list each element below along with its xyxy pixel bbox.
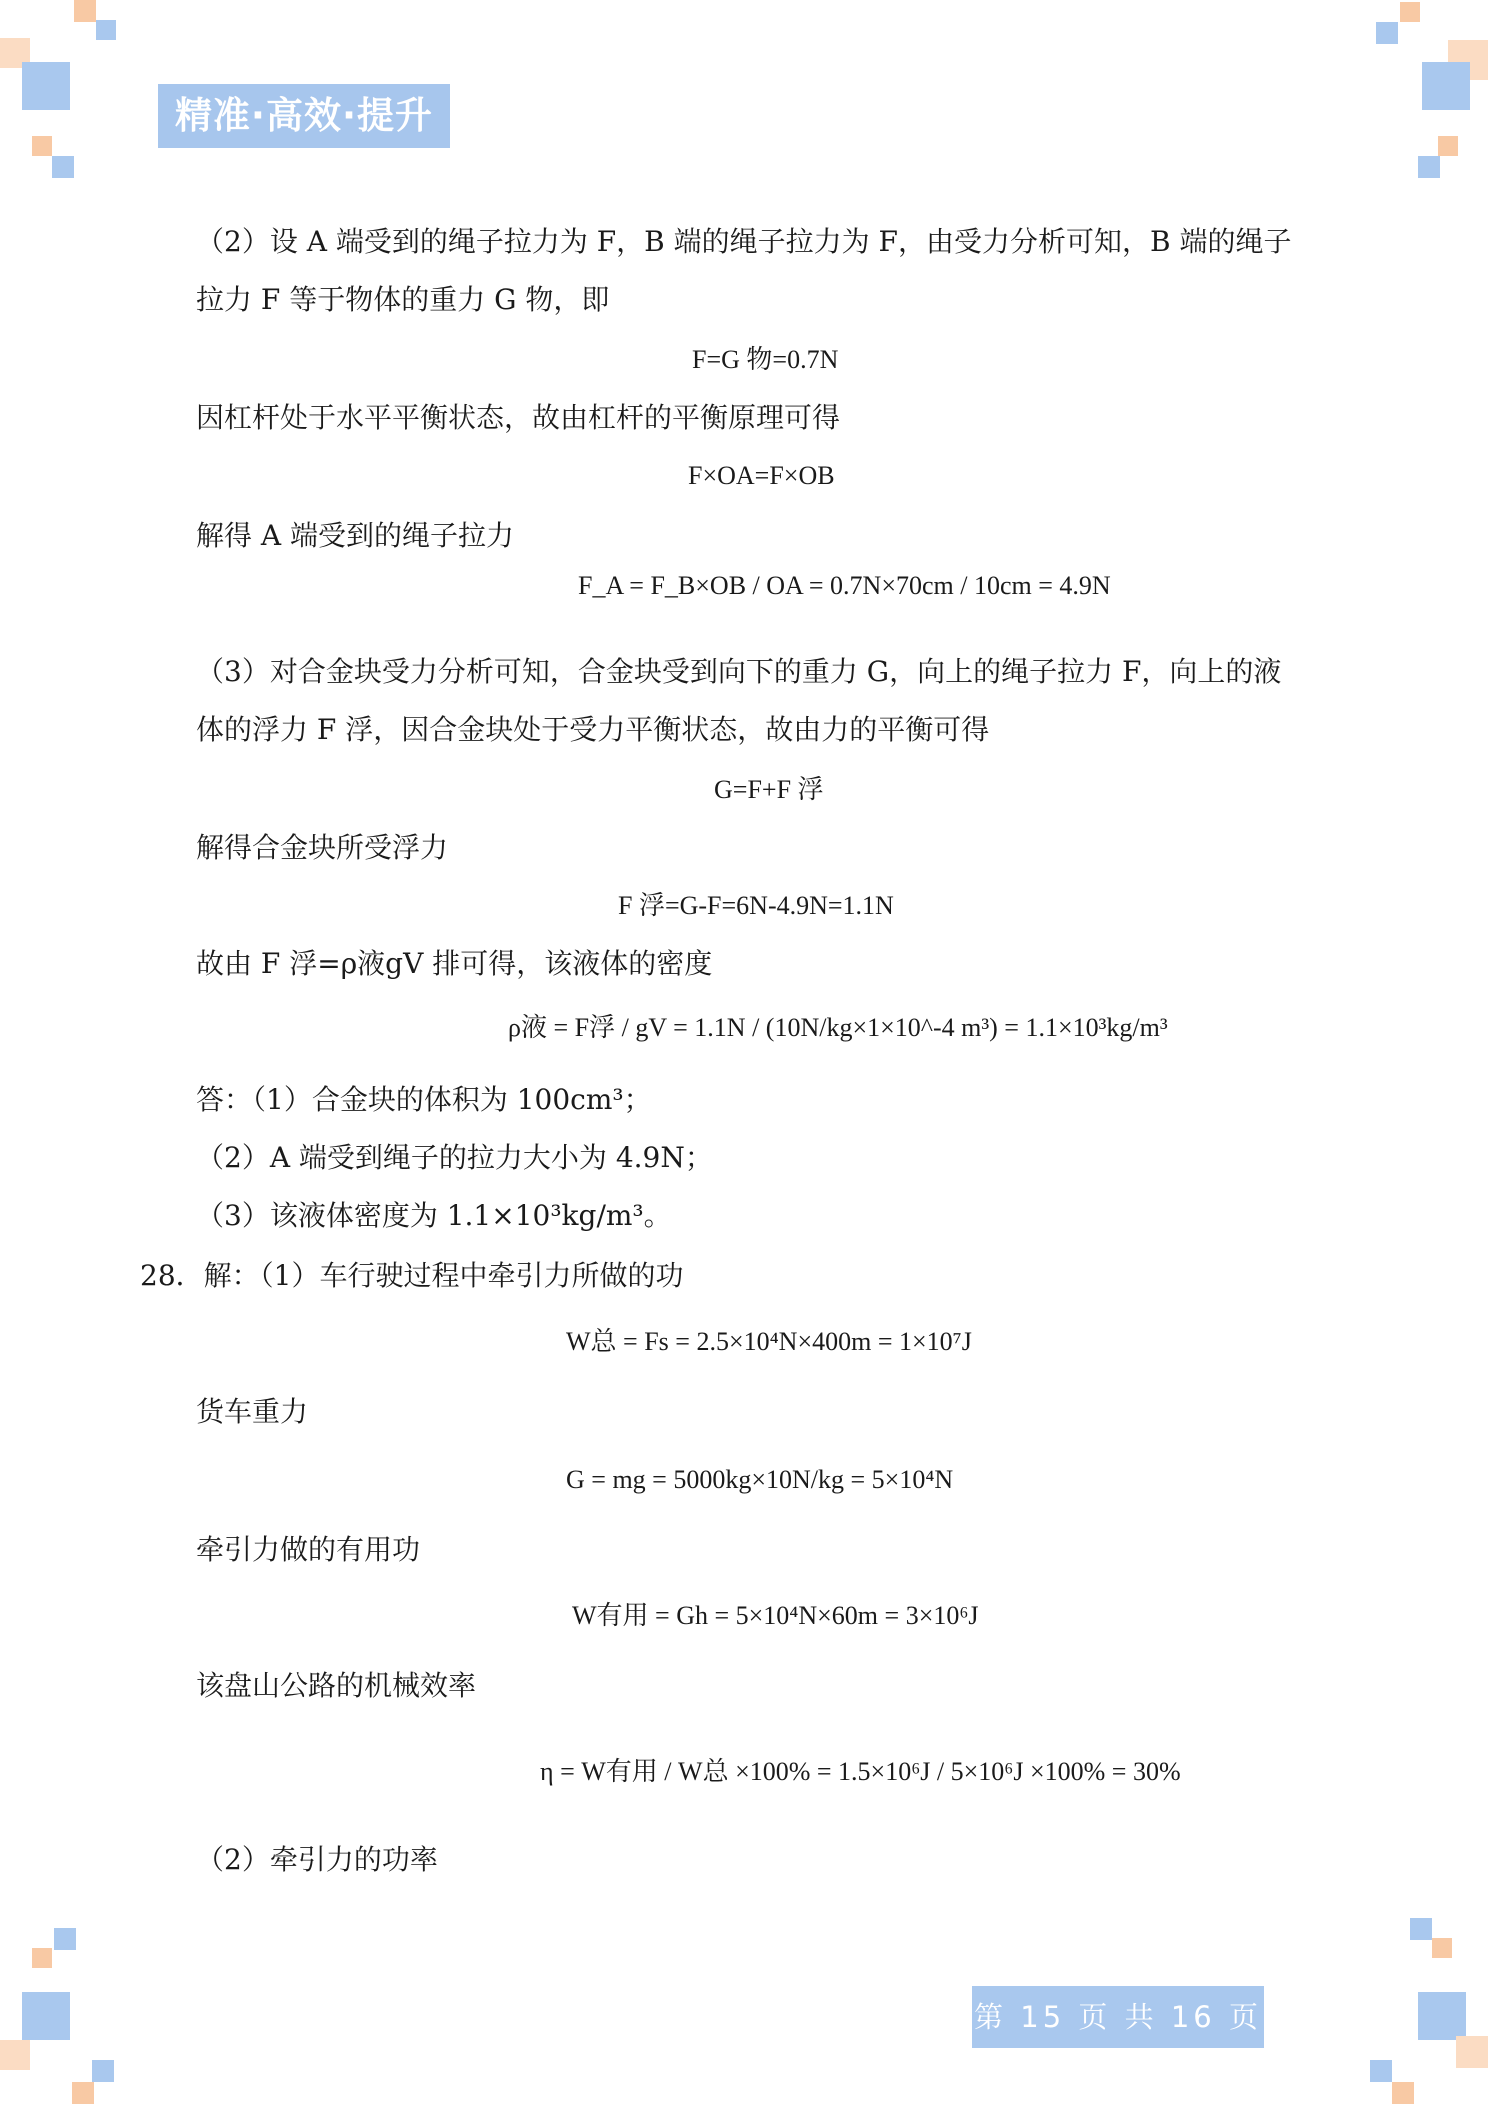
text-line: 解得合金块所受浮力 [196,831,449,864]
text-line: （2）牵引力的功率 [196,1843,438,1876]
text-line: 故由 F 浮=ρ液gV 排可得，该液体的密度 [196,947,713,980]
text-line: 解得 A 端受到的绳子拉力 [196,519,515,552]
text-line: 体的浮力 F 浮，因合金块处于受力平衡状态，故由力的平衡可得 [196,713,990,746]
equation-total-work: W总 = Fs = 2.5×10⁴N×400m = 1×10⁷J [566,1327,972,1356]
equation-density: ρ液 = F浮 / gV = 1.1N / (10N/kg×1×10^-4 m³) = 1.1×10³kg/m³ [508,1013,1168,1042]
equation-efficiency: η = W有用 / W总 ×100% = 1.5×10⁶J / 5×10⁶J ×100% = 30% [540,1757,1181,1786]
equation-useful-work: W有用 = Gh = 5×10⁴N×60m = 3×10⁶J [572,1601,979,1630]
equation-lever-balance: F×OA=F×OB [688,461,835,490]
text-line: 该盘山公路的机械效率 [196,1669,477,1702]
equation-fa: F_A = F_B×OB / OA = 0.7N×70cm / 10cm = 4.9N [578,571,1111,600]
text-line: （2）设 A 端受到的绳子拉力为 F，B 端的绳子拉力为 F，由受力分析可知，B 端的绳子 [196,225,1292,258]
page-number: 第 15 页 共 16 页 [972,1986,1264,2048]
equation-g-balance: G=F+F 浮 [714,775,824,804]
equation-f-equals-g: F=G 物=0.7N [692,345,839,374]
text-line: 因杠杆处于水平平衡状态，故由杠杆的平衡原理可得 [196,401,841,434]
question-28: 28．解：（1）车行驶过程中牵引力所做的功 [140,1259,684,1292]
text-line: 牵引力做的有用功 [196,1533,421,1566]
answer-line: （3）该液体密度为 1.1×10³kg/m³。 [196,1199,672,1232]
answer-line: （2）A 端受到绳子的拉力大小为 4.9N； [196,1141,713,1174]
brand-header: 精准·高效·提升 [158,84,450,148]
text-line: （3）对合金块受力分析可知，合金块受到向下的重力 G，向上的绳子拉力 F，向上的液 [196,655,1282,688]
equation-buoyancy: F 浮=G-F=6N-4.9N=1.1N [618,891,894,920]
answer-line: 答：（1）合金块的体积为 100cm³； [196,1083,652,1116]
text-line: 拉力 F 等于物体的重力 G 物，即 [196,283,610,316]
equation-weight: G = mg = 5000kg×10N/kg = 5×10⁴N [566,1465,954,1494]
text-line: 货车重力 [196,1395,309,1428]
